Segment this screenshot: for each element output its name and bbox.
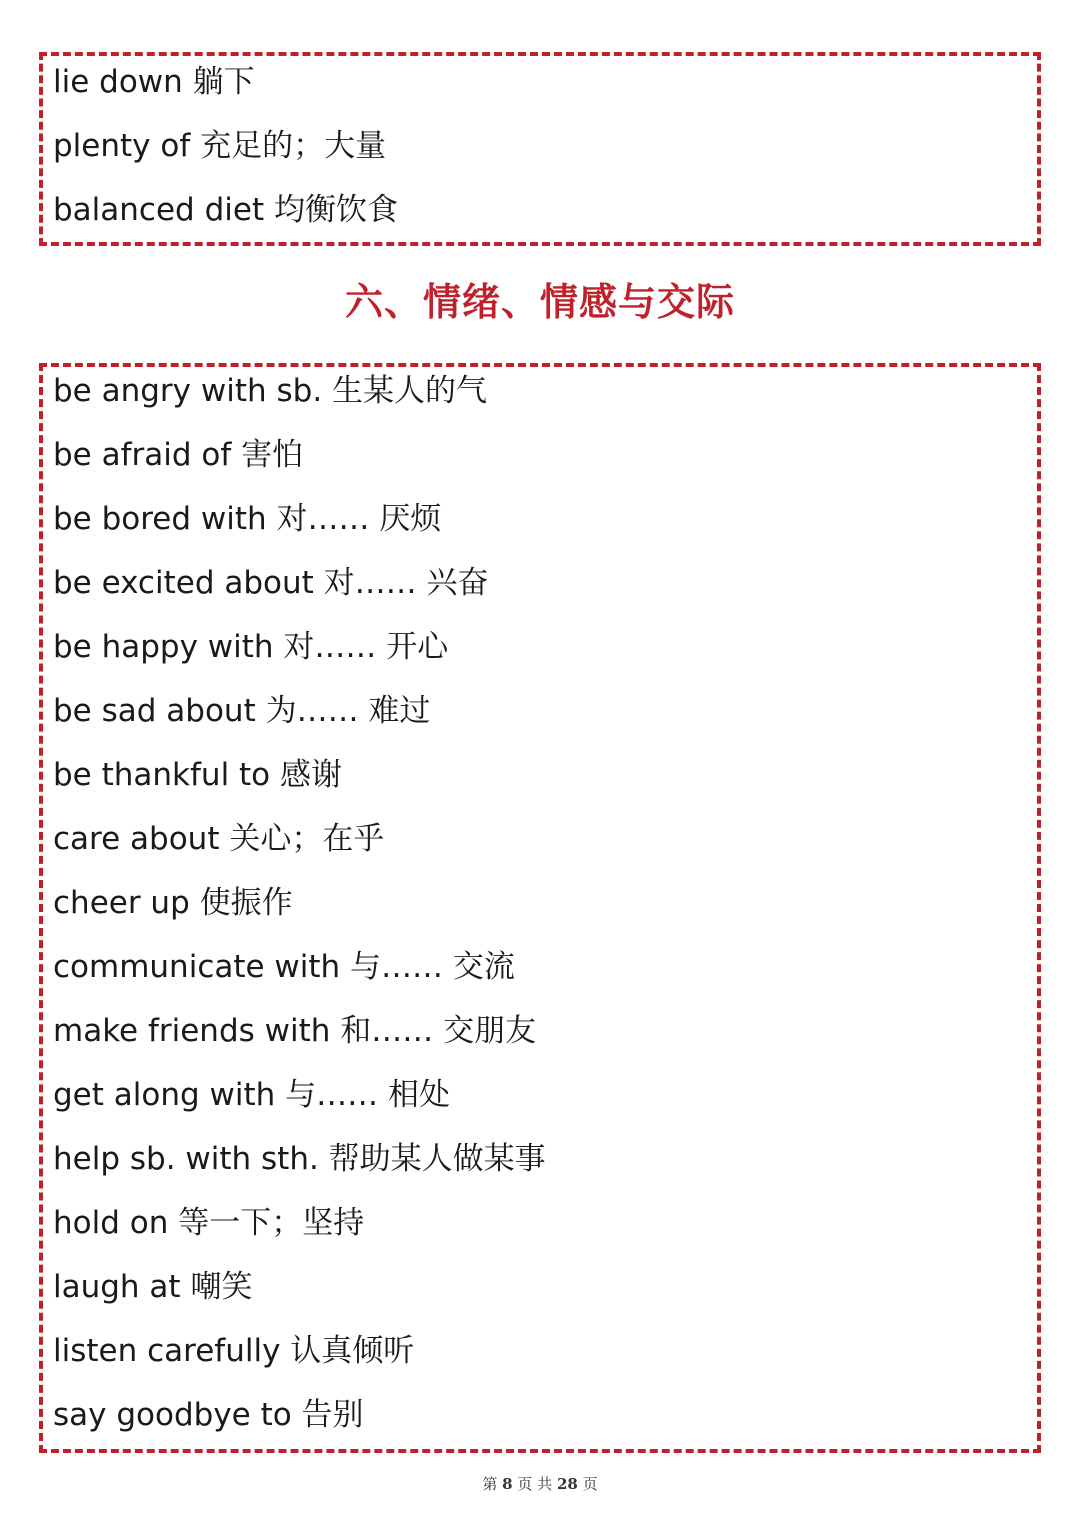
footer-page-number: 8: [502, 1475, 513, 1493]
vocab-box-top: [39, 52, 1041, 246]
section-title: 六、情绪、情感与交际: [344, 280, 735, 324]
vocab-entry: listen carefully 认真倾听: [53, 1333, 415, 1369]
vocab-entry: hold on 等一下；坚持: [53, 1205, 365, 1241]
vocab-entry: say goodbye to 告别: [53, 1397, 364, 1433]
vocab-entry: be happy with 对…… 开心: [53, 629, 449, 665]
vocab-entry: balanced diet 均衡饮食: [53, 192, 398, 228]
vocab-entry: help sb. with sth. 帮助某人做某事: [53, 1141, 546, 1177]
footer-suffix: 页: [582, 1475, 598, 1493]
vocab-entry: communicate with 与…… 交流: [53, 949, 515, 985]
footer-total-pages: 28: [556, 1475, 578, 1493]
vocab-entry: laugh at 嘲笑: [53, 1269, 253, 1305]
vocab-entry: make friends with 和…… 交朋友: [53, 1013, 537, 1049]
vocab-entry: be excited about 对…… 兴奋: [53, 565, 489, 601]
vocab-entry: be sad about 为…… 难过: [53, 693, 431, 729]
vocab-entry: be angry with sb. 生某人的气: [53, 373, 488, 409]
vocab-entry: be thankful to 感谢: [53, 757, 343, 793]
vocab-entry: plenty of 充足的；大量: [53, 128, 387, 164]
vocab-entry: lie down 躺下: [53, 64, 255, 100]
vocab-entry: get along with 与…… 相处: [53, 1077, 450, 1113]
vocab-entry: be bored with 对…… 厌烦: [53, 501, 442, 537]
vocab-entry: cheer up 使振作: [53, 885, 293, 921]
vocab-entry: be afraid of 害怕: [53, 437, 304, 473]
vocab-box-bottom: [39, 363, 1041, 1453]
footer-middle: 页 共: [517, 1475, 553, 1493]
vocab-entry: care about 关心；在乎: [53, 821, 385, 857]
footer-prefix: 第: [482, 1475, 498, 1493]
page-footer: [0, 1473, 1080, 1495]
